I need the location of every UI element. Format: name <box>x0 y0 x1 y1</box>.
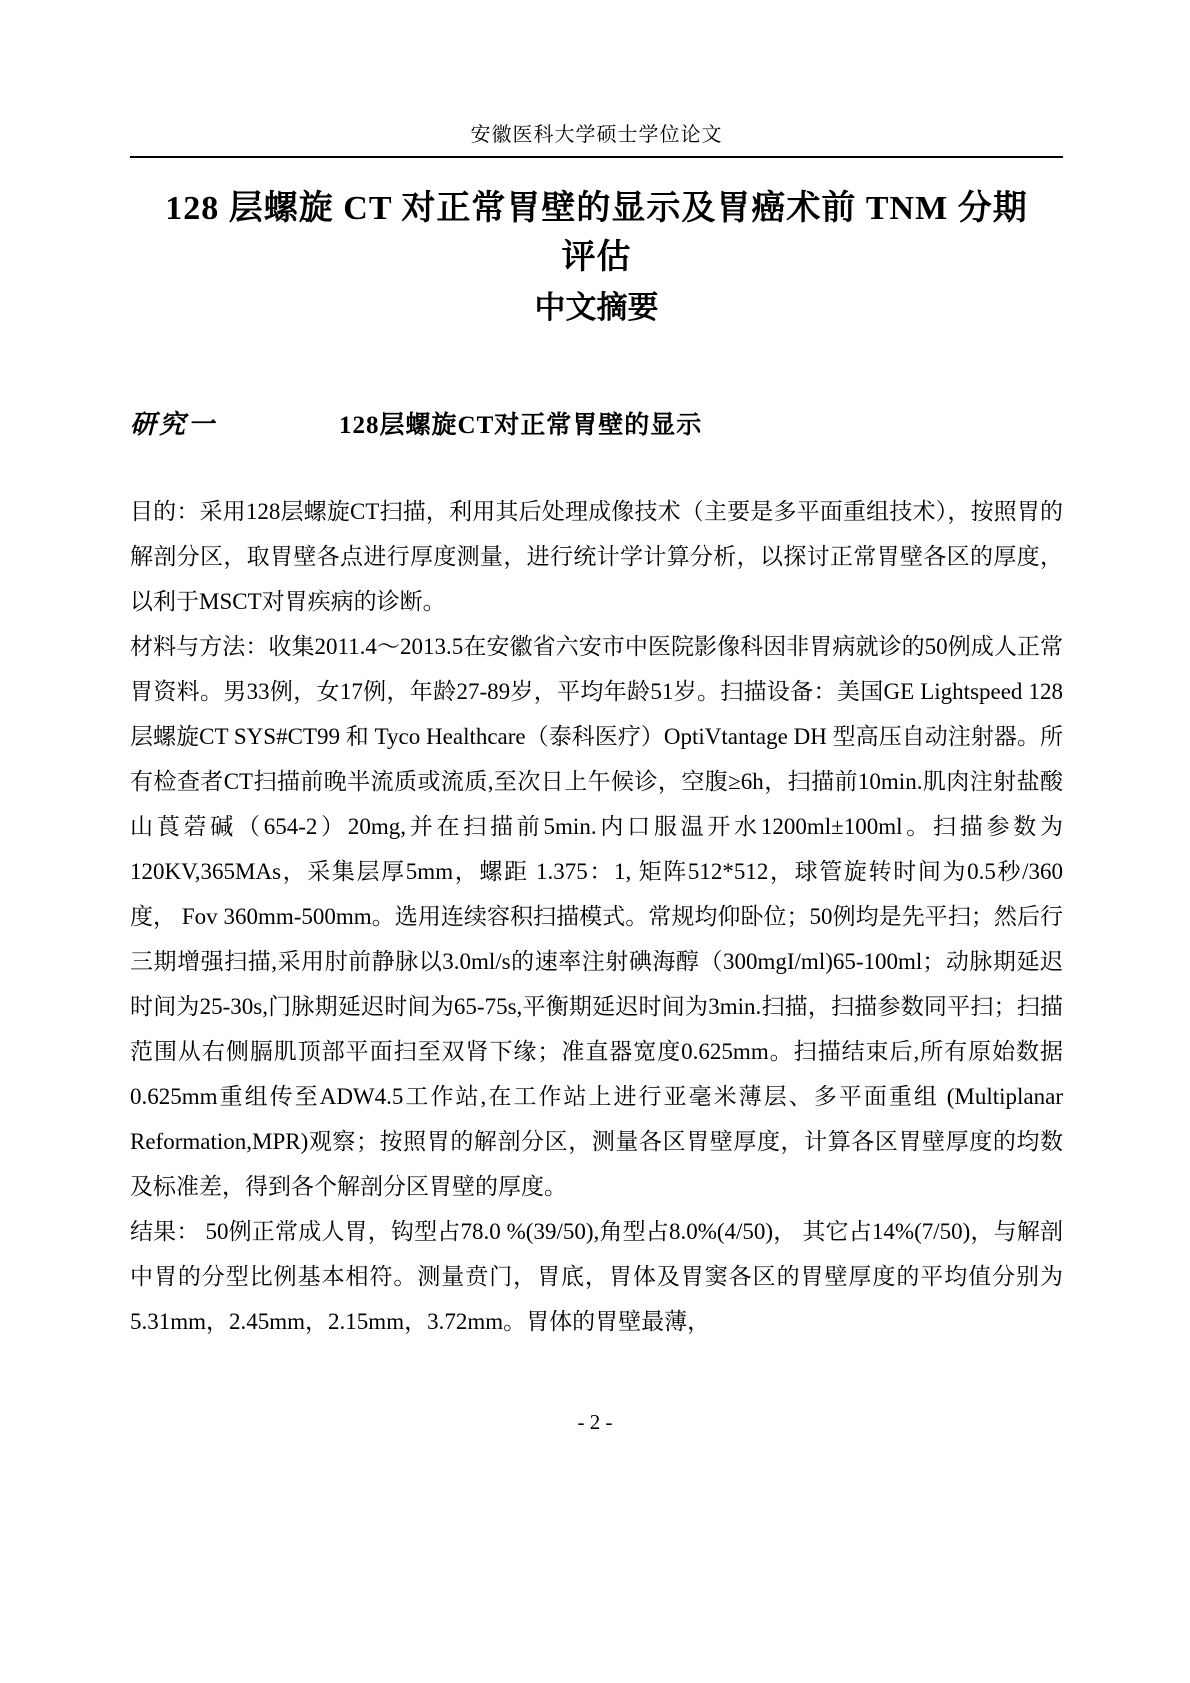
page-header <box>130 118 1063 158</box>
header-title: 安徽医科大学硕士学位论文 <box>470 124 723 146</box>
document-title <box>130 184 1063 282</box>
section-heading <box>130 404 1063 441</box>
document-subtitle: 中文摘要 <box>534 290 659 325</box>
document-title-line1: 128 层螺旋 CT 对正常胃壁的显示及胃癌术前 TNM 分期 <box>165 190 1028 227</box>
section-label: 研究一 <box>130 410 218 439</box>
section-title: 128层螺旋CT对正常胃壁的显示 <box>339 412 703 439</box>
page-number: - 2 - <box>577 1410 613 1434</box>
paragraph-results: 结果： 50例正常成人胃，钩型占78.0 %(39/50),角型占8.0%(4/50)， 其它占14%(7/50)，与解剖中胃的分型比例基本相符。测量贲门，胃底，胃体及胃窦各区的胃壁厚度的平均值分别为5.31mm，2.45mm，2.15mm，3.72mm。胃体的胃壁最薄， <box>130 1219 1063 1334</box>
paragraph-objective: 目的：采用128层螺旋CT扫描，利用其后处理成像技术（主要是多平面重组技术），按照胃的解剖分区，取胃壁各点进行厚度测量，进行统计学计算分析，以探讨正常胃壁各区的厚度，以利于MSCT对胃疾病的诊断。 <box>130 499 1063 614</box>
paragraph-materials-methods: 材料与方法：收集2011.4～2013.5在安徽省六安市中医院影像科因非胃病就诊的50例成人正常胃资料。男33例，女17例，年龄27-89岁，平均年龄51岁。扫描设备：美国GE Lightspeed 128层螺旋CT SYS#CT99 和 Tyco Healthcare（泰科医疗）OptiVtantage DH 型高压自动注射器。所有检查者CT扫描前晚半流质或流质,至次日上午候诊，空腹≥6h，扫描前10min.肌肉注射盐酸山莨菪碱（654-2）20mg,并在扫描前5min.内口服温开水1200ml±100ml。扫描参数为120KV,365MAs，采集层厚5mm，螺距 1.375：1, 矩阵512*512，球管旋转时间为0.5秒/360度， Fov 360mm-500mm。选用连续容积扫描模式。常规均仰卧位；50例均是先平扫；然后行三期增强扫描,采用肘前静脉以3.0ml/s的速率注射碘海醇（300mgI/ml)65-100ml；动脉期延迟时间为25-30s,门脉期延迟时间为65-75s,平衡期延迟时间为3min.扫描，扫描参数同平扫；扫描范围从右侧膈肌顶部平面扫至双肾下缘；准直器宽度0.625mm。扫描结束后,所有原始数据0.625mm重组传至ADW4.5工作站,在工作站上进行亚毫米薄层、多平面重组 (Multiplanar Reformation,MPR)观察；按照胃的解剖分区，测量各区胃壁厚度，计算各区胃壁厚度的均数及标准差，得到各个解剖分区胃壁的厚度。 <box>130 634 1063 1199</box>
abstract-body <box>130 489 1063 1344</box>
document-title-line2: 评估 <box>561 239 632 276</box>
